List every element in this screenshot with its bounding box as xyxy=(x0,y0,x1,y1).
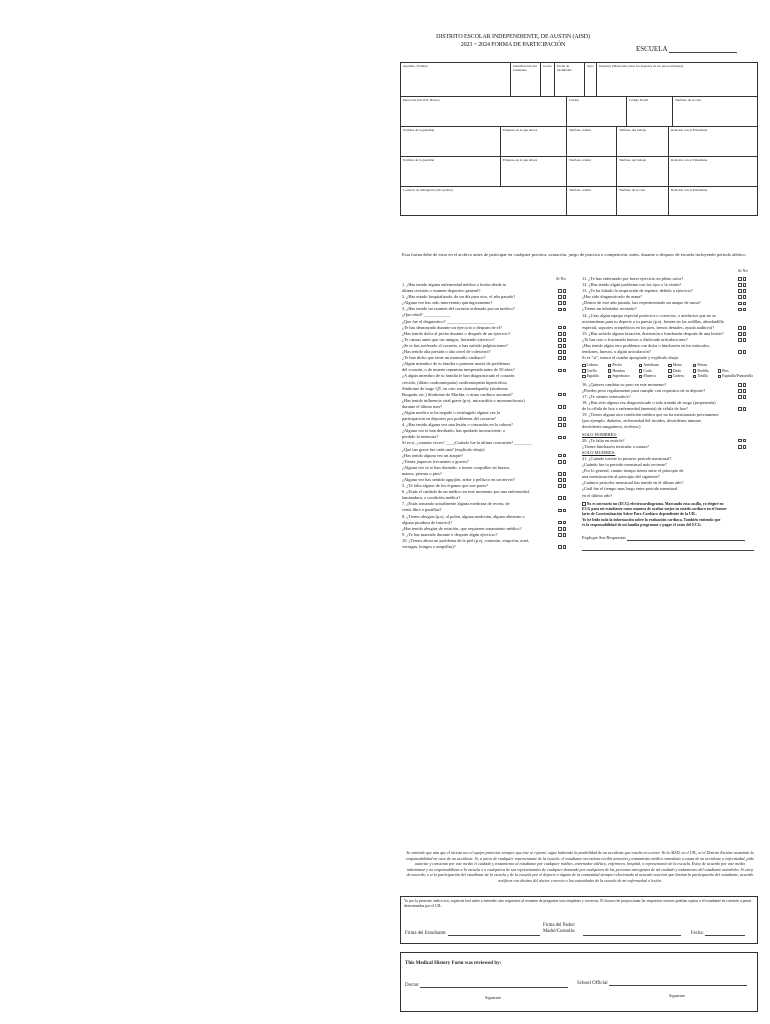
yes-checkbox[interactable] xyxy=(738,289,742,293)
guardian1-name-cell[interactable]: Nombre de la guardián xyxy=(401,127,501,156)
question-text: tendones, huesos, o algún articulación? xyxy=(582,349,651,355)
yes-checkbox[interactable] xyxy=(558,527,562,531)
home-phone-cell[interactable]: Teléfono de la casa xyxy=(675,98,702,102)
yes-checkbox[interactable] xyxy=(558,509,562,513)
ecg-line xyxy=(582,523,758,528)
question-text: alguna picadura de insecto)? xyxy=(402,519,453,525)
body-part-option[interactable] xyxy=(693,374,714,380)
no-checkbox[interactable] xyxy=(563,332,567,336)
question-text: ¿Cuándo fue tu periodo menstrual más reciente? xyxy=(582,462,667,468)
school-official-line xyxy=(609,985,747,986)
no-checkbox[interactable] xyxy=(563,308,567,312)
body-part-label: Espalda xyxy=(586,374,599,379)
yes-checkbox[interactable] xyxy=(558,356,562,360)
left-yes-no-header xyxy=(556,276,566,281)
yes-checkbox[interactable] xyxy=(558,369,562,373)
guardian2-cell-phone[interactable]: Teléfono celular xyxy=(567,157,617,186)
right-questions-group-2 xyxy=(582,382,758,431)
no-checkbox[interactable] xyxy=(743,389,747,393)
question-text: ¿Has tenido algún otro problema con dolor o hinchazón en los músculos, xyxy=(582,343,711,349)
yes-checkbox[interactable] xyxy=(558,533,562,537)
yes-checkbox[interactable] xyxy=(738,338,742,342)
info-row-4 xyxy=(401,157,757,187)
student-signature[interactable] xyxy=(405,931,540,936)
right-question-column xyxy=(582,276,758,551)
liability-statement: Se entiende que aún que el alcista use el equipo protector siempre que éste se reporte, sigue habiendo la posibilidad de un accidente que resulte en a tener. Ni la AISD, ni el UIL, ni el Distrito Escolar asumirán la responsabilidad en caso de un accidente. Si, a juicio de cualquier representante de la escuela, el estudiante necesitara recibir atención y tratamiento médico inmediato a causa de un accidente o enfermedad, pido autorizo y consiento por este medio el cuidado y tratamiento al estudiante por cualquier médico, entrenador atlético, enfermera, hospital, o representante de la escuela. Estoy de acuerdo por este medio indemnizar y no responsabilizar a la escuela o a cualquiera de sus representantes de cualquier demanda por cualquiera de las personas emergentes de tal cuidado y tratamiento del estudiante antedicho. Si estoy de acuerdo, o si la participación del estudiante de la escuela y de la escuela por el deporte o alguno de la comunidad siempre relacionado al acuerdo ocurrirá que limitan la participación del estudiante, acuerdo notificar con destino del doctor correcto o los autoridades de la escuela de mi enfermedad o lesión. xyxy=(406,850,754,883)
body-part-label: Rodilla xyxy=(697,368,709,373)
body-part-label: Codo xyxy=(643,368,652,373)
yes-checkbox[interactable] xyxy=(558,423,562,427)
no-checkbox[interactable] xyxy=(743,395,747,399)
yes-checkbox[interactable] xyxy=(558,484,562,488)
certification-note: Yo por la presente, indica eso, según mi leal saber y entender, mis respuestas al resumen de preguntas son completas y correctas. El fracaso de proporcionar las respuestas veraces podrían sujetar a el estudiante en cuestión a penas determinadas por el UIL. xyxy=(404,899,752,908)
question-text: 1. ¿Has tenido alguna enfermedad médica o lesión desde tu xyxy=(402,282,507,287)
question-text: laminadura, o condición médica? xyxy=(402,495,461,501)
school-field[interactable] xyxy=(636,45,737,53)
question-text: 11. ¿Te has enfermado por hacer ejercicio en pleno calor? xyxy=(582,276,684,281)
question-text: 20. ¿Te falta en testicle? xyxy=(582,437,625,443)
yes-checkbox[interactable] xyxy=(558,454,562,458)
body-part-checkbox[interactable] xyxy=(693,364,697,368)
right-questions-group-1 xyxy=(582,276,758,361)
student-id-cell[interactable]: Identificación del estudiante xyxy=(511,63,541,96)
body-part-checkbox[interactable] xyxy=(639,369,643,373)
question-text: ¿Dentro de este año pasado, has experimentado un ataque de asma? xyxy=(582,300,701,306)
dob-cell[interactable]: Fecha de nacimiento xyxy=(555,63,585,96)
yes-checkbox[interactable] xyxy=(558,332,562,336)
question-text: ¿Has tenido alta presión o alto nivel de colesterol? xyxy=(402,349,491,355)
yes-checkbox[interactable] xyxy=(738,295,742,299)
question-text: ¿Por lo general, cuanto tiempo tienes entre el principio de xyxy=(582,468,684,474)
no-checkbox[interactable] xyxy=(563,393,567,397)
body-part-checkbox[interactable] xyxy=(718,369,722,373)
yes-checkbox[interactable] xyxy=(738,350,742,354)
yes-checkbox[interactable] xyxy=(738,302,742,306)
parent-signature-label: Firma del Padre/ Madre/Custodio: xyxy=(543,923,576,934)
question-text: ¿Qué tan grave fue cada una? (explícalo abajo) xyxy=(402,446,485,452)
body-part-label: Muneca xyxy=(643,374,656,379)
question-text: ¿Se te has acelerado el corazón, o has sufrido palpitaciones? xyxy=(402,342,508,348)
parent-signature-line[interactable] xyxy=(583,931,681,936)
no-checkbox[interactable] xyxy=(563,344,567,348)
yes-checkbox[interactable] xyxy=(738,439,742,443)
yes-checkbox[interactable] xyxy=(558,308,562,312)
question-text: 13. ¿Te ha faltado la respiración de repente, debido a ejercicio? xyxy=(582,288,693,294)
yes-checkbox[interactable] xyxy=(558,417,562,421)
question-text: ¿Te has roto o fracturado huesos o dislocado articulaciones? xyxy=(582,336,688,342)
school-official-caption: Signature xyxy=(669,993,686,998)
question-text: ¿Alguna vez has sido intervenido quirúrgicamente? xyxy=(402,300,493,306)
body-part-option[interactable] xyxy=(718,374,758,380)
body-part-checkbox[interactable] xyxy=(668,369,672,373)
explain-blank xyxy=(627,540,745,541)
yes-checkbox[interactable] xyxy=(558,350,562,354)
question-text: 3. ¿Has tenido un examen del corazón ordenado por un medico? xyxy=(402,306,515,312)
ecg-checkbox[interactable] xyxy=(582,502,586,506)
body-part-checkbox[interactable] xyxy=(639,364,643,368)
yes-checkbox[interactable] xyxy=(558,326,562,330)
question-text: ¿Cuántos periodos menstrual has tenido en el último año? xyxy=(582,480,684,486)
school-label: ESCUELA xyxy=(636,45,668,53)
yes-checkbox[interactable] xyxy=(558,496,562,500)
no-checkbox[interactable] xyxy=(563,478,567,482)
guardian2-relation[interactable]: Relación con el Estudiante xyxy=(671,158,708,162)
doctor-label: Doctor xyxy=(405,983,419,988)
body-part-label: Cabeza xyxy=(586,363,598,368)
signature-box xyxy=(400,896,758,944)
body-part-label: Pies xyxy=(722,368,729,373)
info-row-5 xyxy=(401,187,757,215)
doctor-line xyxy=(420,987,568,988)
question-text: ¿Tienes jaquecas frecuentes o graves? xyxy=(402,458,469,464)
yes-checkbox[interactable] xyxy=(738,445,742,449)
yes-checkbox[interactable] xyxy=(738,395,742,399)
no-checkbox[interactable] xyxy=(563,496,567,500)
participation-form-page xyxy=(398,30,760,1020)
body-part-label: Pecho xyxy=(612,363,622,368)
ecg-text: es la responsabilidad de mi familia programar y pagar el costo del ECG. xyxy=(582,523,702,528)
question-text: ¿Alguna vez se te han dormido, o tienes cosquilleo en brazos, xyxy=(402,464,511,470)
name-cell[interactable]: Apellido, Nombre xyxy=(401,63,511,96)
doctor-signature[interactable] xyxy=(405,983,568,988)
emergency-relation[interactable]: Relación con el Estudiante xyxy=(671,188,708,192)
no-checkbox[interactable] xyxy=(563,509,567,513)
no-checkbox[interactable] xyxy=(743,302,747,306)
question-text: ¿Algún miembro de tu familia o pariente murió de problemas xyxy=(402,361,510,367)
solo-hombres-heading: SOLO HOMBRES: xyxy=(582,431,618,437)
body-part-label: Antebrazo xyxy=(643,363,660,368)
sex-cell[interactable]: Sexo xyxy=(585,63,597,96)
no-checkbox[interactable] xyxy=(563,326,567,330)
question-line xyxy=(402,544,572,550)
yes-checkbox[interactable] xyxy=(738,389,742,393)
solo-mujeres-heading: SOLO MUJERES: xyxy=(582,449,616,455)
body-part-checkbox[interactable] xyxy=(582,369,586,373)
body-part-checkbox[interactable] xyxy=(582,375,586,379)
question-line xyxy=(582,444,758,450)
question-text: ¿Que edad? ____________ xyxy=(402,312,451,318)
ecg-text: ECG para mi estudiante como manera de ocaltar mejor su estado cardiaco en el formu- xyxy=(582,507,728,511)
question-text: una menstruación al principio del siguiente? xyxy=(582,474,660,480)
no-checkbox[interactable] xyxy=(743,308,747,312)
zip-cell[interactable]: Código Postal xyxy=(627,97,673,126)
no-checkbox[interactable] xyxy=(743,295,747,299)
no-checkbox[interactable] xyxy=(563,545,567,549)
yes-checkbox[interactable] xyxy=(558,338,562,342)
district-name: DISTRITO ESCOLAR INDEPENDIENTE, DE AUSTIN (AISD) xyxy=(436,34,590,40)
left-question-column xyxy=(402,282,572,550)
guardian1-relation[interactable]: Relación con el Estudiante xyxy=(671,128,708,132)
no-checkbox[interactable] xyxy=(563,417,567,421)
left-yes-label: Sí xyxy=(556,276,560,281)
school-blank xyxy=(669,52,737,53)
guardian2-name-cell[interactable]: Nombre de la guardián xyxy=(401,157,501,186)
student-signature-line xyxy=(448,935,540,936)
ecg-text: lario de Concientización Sobre Paro Cardíaco dependiente de la UIL. xyxy=(582,512,697,517)
question-text: ¿Has tenido alguna vez un ataque? xyxy=(402,452,463,458)
body-part-checkboxes xyxy=(582,363,758,380)
city-cell[interactable]: Ciudad xyxy=(567,97,627,126)
right-yes-no-header xyxy=(738,268,748,273)
question-text: durante el último mes? xyxy=(402,403,443,409)
explain-answers[interactable] xyxy=(582,535,758,541)
no-checkbox[interactable] xyxy=(563,527,567,531)
no-checkbox[interactable] xyxy=(563,521,567,525)
no-checkbox[interactable] xyxy=(563,533,567,537)
no-checkbox[interactable] xyxy=(743,277,747,281)
explain-label: Explique Sus Respuestas xyxy=(582,534,626,540)
student-info-grid xyxy=(400,62,758,216)
yes-no-checkboxes[interactable] xyxy=(558,544,567,550)
no-checkbox[interactable] xyxy=(743,445,747,449)
no-checkbox[interactable] xyxy=(563,301,567,305)
question-line xyxy=(582,355,758,361)
yes-checkbox[interactable] xyxy=(558,436,562,440)
no-checkbox[interactable] xyxy=(563,460,567,464)
question-text: última revisión o examen deportivo general? xyxy=(402,288,481,294)
question-text: 21. ¿Cuándo tuviste tu primero periodo menstrual? xyxy=(582,455,672,461)
form-header xyxy=(398,34,628,49)
yes-checkbox[interactable] xyxy=(558,393,562,397)
yes-checkbox[interactable] xyxy=(738,332,742,336)
question-text: 4. ¿Has tenido alguna vez una lesión o concusión en la cabeza? xyxy=(402,422,513,428)
no-checkbox[interactable] xyxy=(563,423,567,427)
guardian2-work-phone[interactable]: Teléfono del trabajo xyxy=(617,157,669,186)
question-text: 15. ¿Has sufrido alguna luxación, distensión o hinchazón después de una lesión? xyxy=(582,330,724,336)
no-checkbox[interactable] xyxy=(563,405,567,409)
info-row-1 xyxy=(401,63,757,97)
no-checkbox[interactable] xyxy=(743,350,747,354)
school-official-label: School Official xyxy=(577,981,608,986)
question-text: crecido, (dilato cardiomiopatía) cardiomiopatía hipertrófica, xyxy=(402,379,508,385)
question-text: desórdenes sanguíneos, etcétera.) xyxy=(582,424,641,430)
no-checkbox[interactable] xyxy=(563,289,567,293)
ecg-text: Yo he leido toda la información sobre la evaluación cardiaca. También entiendo que xyxy=(582,517,721,522)
yes-checkbox[interactable] xyxy=(558,289,562,293)
question-text: Síndrome de largo QT, en otro ion channelopathy (síndrome xyxy=(402,385,508,391)
question-line xyxy=(582,424,758,430)
review-box xyxy=(400,952,758,1012)
yes-checkbox[interactable] xyxy=(558,472,562,476)
grade-cell[interactable]: Grado xyxy=(541,63,555,96)
no-checkbox[interactable] xyxy=(743,338,747,342)
body-part-checkbox[interactable] xyxy=(582,364,586,368)
question-line xyxy=(582,493,758,499)
no-checkbox[interactable] xyxy=(743,332,747,336)
body-part-checkbox[interactable] xyxy=(639,375,643,379)
question-text: ¿Algún medico te ha negado o restringido alguna vez la xyxy=(402,409,500,415)
body-part-label: Hombro xyxy=(612,368,625,373)
body-part-checkbox[interactable] xyxy=(608,369,612,373)
doctor-signature-caption: Signature xyxy=(485,995,502,1000)
question-text: 16. ¿Quieres cambiar su peso en este momento? xyxy=(582,381,667,387)
yes-checkbox[interactable] xyxy=(558,295,562,299)
yes-checkbox[interactable] xyxy=(558,545,562,549)
yes-checkbox[interactable] xyxy=(558,344,562,348)
question-text: 18. ¿Has sido alguna vez diagnosticado o sido tratado de rasgo (propensión) xyxy=(582,400,716,406)
question-text: ¿Te han dicho que tiene un murmullo cardiaco? xyxy=(402,355,486,361)
body-part-checkbox[interactable] xyxy=(668,375,672,379)
question-text: ¿Te cansas antes que tus amigos, haciendo ejercicio? xyxy=(402,336,495,342)
info-row-3 xyxy=(401,127,757,157)
yes-checkbox[interactable] xyxy=(738,407,742,411)
question-text: 8. ¿Tienes alergias (p.ej. al polen, alguna medicina, alguna alimento o xyxy=(402,513,525,519)
question-text: ¿Cuál fue el tiempo mas largo entre periodo menstrual xyxy=(582,486,678,492)
ecg-waiver xyxy=(582,502,758,529)
question-text: 6. ¿Estás el cuidado de un médico en este momento por una enfermedad, xyxy=(402,489,530,495)
yes-checkbox[interactable] xyxy=(558,405,562,409)
no-checkbox[interactable] xyxy=(563,356,567,360)
body-part-option[interactable] xyxy=(668,374,688,380)
yes-checkbox[interactable] xyxy=(738,277,742,281)
question-text: Si es "sí", marca el cuadro apropiado y explícalo abajo: xyxy=(582,355,680,361)
body-part-option[interactable] xyxy=(608,374,635,380)
question-text: verrugas, hongos o ampollas)? xyxy=(402,544,456,550)
question-text: 5. ¿Te falta alguno de los órganos que son pares? xyxy=(402,483,488,489)
body-part-option[interactable] xyxy=(582,374,604,380)
body-part-label: Cadera xyxy=(672,374,684,379)
question-text: Brugada, etc.) Síndrome de Marfán, o ritmo cardiaco anormal? xyxy=(402,391,513,397)
guardian1-work-phone[interactable]: Teléfono del trabajo xyxy=(617,127,669,156)
question-text: ¿Tienes hinchazón testicular o masas? xyxy=(582,443,649,449)
question-text: ¿Alguna vez has sentido agujijón, ardor o pellizco en un nervio? xyxy=(402,477,516,482)
question-text: 14. ¿Usas algún equipo especial protector o correctos, o artefactos que no se xyxy=(582,312,716,318)
no-checkbox[interactable] xyxy=(563,369,567,373)
emergency-home-phone[interactable]: Teléfono de la casa xyxy=(617,187,669,215)
question-text: ¿A algún miembro de tu familia le han diagnosticado el corazón xyxy=(402,373,515,379)
body-part-label: Espinilla/Pantorrilla xyxy=(722,374,753,379)
sports-cell[interactable]: Deportes (Mencione todos los deportes en los que participara) xyxy=(599,64,684,68)
no-checkbox[interactable] xyxy=(563,295,567,299)
no-checkbox[interactable] xyxy=(743,407,747,411)
no-checkbox[interactable] xyxy=(743,383,747,387)
question-text: ¿Tienes un inhalador recetado? xyxy=(582,306,637,312)
body-part-checkbox[interactable] xyxy=(718,375,722,379)
yes-checkbox[interactable] xyxy=(558,521,562,525)
question-text: 19. ¿Tienes alguna otra condición médica que no ha mencionado previamente xyxy=(582,412,719,418)
question-text: ¿Que fue el diagnostico? ______________________ xyxy=(402,318,495,324)
no-checkbox[interactable] xyxy=(743,439,747,443)
body-part-label: Superbrazo xyxy=(612,374,630,379)
question-text: 9. ¿Te has mareado durante o después algún ejercicio? xyxy=(402,531,498,537)
student-signature-label: Firma del Estudiante: xyxy=(405,931,447,936)
question-text: de la célula de hoz o enfermedad (anemia) de célula de hoz? xyxy=(582,406,688,412)
yes-checkbox[interactable] xyxy=(738,326,742,330)
body-part-label: Cuello xyxy=(586,368,597,373)
explain-line-2[interactable] xyxy=(582,550,754,551)
address-cell[interactable]: Dirección (No P.O. Boxes) xyxy=(401,97,567,126)
question-text: ¿Te has desmayado durante un ejercicio o despues de el? xyxy=(402,324,502,330)
question-text: 10. ¿Tienes ahora un problema de la piel (p.ej. comezón, erupción, acné, xyxy=(402,537,530,543)
body-part-label: Mano xyxy=(672,363,682,368)
question-text: ¿Pierdes peso regularmente para cumplir con requisitos de tu deporte? xyxy=(582,387,706,393)
body-part-checkbox[interactable] xyxy=(668,364,672,368)
no-checkbox[interactable] xyxy=(563,454,567,458)
question-text: venta libre o pastillas? xyxy=(402,507,442,513)
mujeres-questions xyxy=(582,456,758,499)
body-part-label: Dedo xyxy=(672,368,682,373)
question-text: ¿Has tenido dolor al pecho durante o después de un ejercicio? xyxy=(402,330,511,336)
body-part-checkbox[interactable] xyxy=(608,375,612,379)
guardian1-cell-phone[interactable]: Teléfono celular xyxy=(567,127,617,156)
question-text: (por ejemplo, diabetes, enfermedad del tiroides, desórdenes inmune, xyxy=(582,418,702,424)
right-no-label: No xyxy=(742,268,748,273)
body-part-checkbox[interactable] xyxy=(693,375,697,379)
no-checkbox[interactable] xyxy=(563,436,567,440)
body-part-label: Tobillo xyxy=(697,374,709,379)
emergency-cell-phone[interactable]: Teléfono celular xyxy=(567,187,617,215)
guardian2-employer-cell[interactable]: Empresa en la que labora xyxy=(501,157,567,186)
emergency-contact-cell[interactable]: Contacto de emergencia (No padres) xyxy=(401,187,567,215)
date-label: Fecha: xyxy=(691,931,704,936)
left-no-label: No xyxy=(560,276,566,281)
question-text: especial, soportes ortopédicos en los pies, frenos dentales, ayuda auditiva)? xyxy=(582,324,715,330)
no-checkbox[interactable] xyxy=(743,289,747,293)
question-text: ¿Has tenido influencia viral grave (p.ej. miocarditis o mononucleosis) xyxy=(402,397,525,403)
guardian1-employer-cell[interactable]: Empresa en la que labora xyxy=(501,127,567,156)
body-part-checkbox[interactable] xyxy=(693,369,697,373)
question-text: ¿Has sido diagnosticado de asma? xyxy=(582,294,642,300)
question-text: manos, piernas o pies? xyxy=(402,470,442,476)
question-text: acostumbran para tu deporte o tu puesto (p.ej. frentes en las rodillas, almohadillo xyxy=(582,318,725,324)
question-text: 7. ¿Estás tomando actualmente alguna medicina de receta, de xyxy=(402,501,510,507)
question-text: del corazón, o de muerte repentina inesperada antes de 50 años? xyxy=(402,367,515,373)
question-text: 2. ¿Has estado hospitalizado, de un día para otro, el año pasado? xyxy=(402,294,516,300)
question-text: ¿Alguna vez te han derribado, has quedado inconsciente, o xyxy=(402,428,506,434)
no-checkbox[interactable] xyxy=(743,326,747,330)
no-checkbox[interactable] xyxy=(743,283,747,287)
yes-checkbox[interactable] xyxy=(738,308,742,312)
review-title: This Medical History Form was reviewed by: xyxy=(405,961,502,966)
question-text: 17. ¿Te sientes estresado/a? xyxy=(582,394,631,399)
date-line xyxy=(705,935,745,936)
no-checkbox[interactable] xyxy=(563,484,567,488)
yes-checkbox[interactable] xyxy=(738,283,742,287)
ecg-text: No es necesario un (ECG) electrocardiograma. Marcando esta casilla, yo elegiré en xyxy=(586,501,724,506)
school-official-signature[interactable] xyxy=(577,981,747,986)
question-text: perdido la memoria? xyxy=(402,434,439,440)
info-row-2 xyxy=(401,97,757,127)
form-title: 2023 ~ 2024 FORMA DE PARTICIPACIÓN xyxy=(460,41,566,48)
no-checkbox[interactable] xyxy=(563,472,567,476)
yes-checkbox[interactable] xyxy=(558,460,562,464)
question-text: ¿Has tenido alergias de estación, que requieren tratamiento médico? xyxy=(402,525,522,531)
yes-checkbox[interactable] xyxy=(738,383,742,387)
yes-checkbox[interactable] xyxy=(558,478,562,482)
hombres-questions xyxy=(582,438,758,450)
body-part-option[interactable] xyxy=(639,374,665,380)
no-checkbox[interactable] xyxy=(563,350,567,354)
body-part-checkbox[interactable] xyxy=(608,364,612,368)
question-text: 12. ¿Has tenido algún problema con los ojos o la visión? xyxy=(582,282,682,288)
question-text: Si es sí, ¿cuantas veces? ___ ¿Cuándo fue la ultima concusión? ________ xyxy=(402,440,532,446)
date-field[interactable] xyxy=(691,931,745,936)
body-part-label: Pierna xyxy=(697,363,708,368)
yes-checkbox[interactable] xyxy=(558,301,562,305)
intro-text: Esta forma debe de estar en el archivo antes de participar en cualquier practica, actuación, juego de practica o competición, antes, durante o despues de escuela incluyendo periodo atlético xyxy=(402,252,746,257)
yes-no-checkboxes[interactable] xyxy=(738,444,747,450)
question-text: en el último año? xyxy=(582,492,613,498)
right-yes-label: Sí xyxy=(738,268,742,273)
no-checkbox[interactable] xyxy=(563,338,567,342)
question-text: participación en deportes por problemas del corazón? xyxy=(402,416,496,422)
